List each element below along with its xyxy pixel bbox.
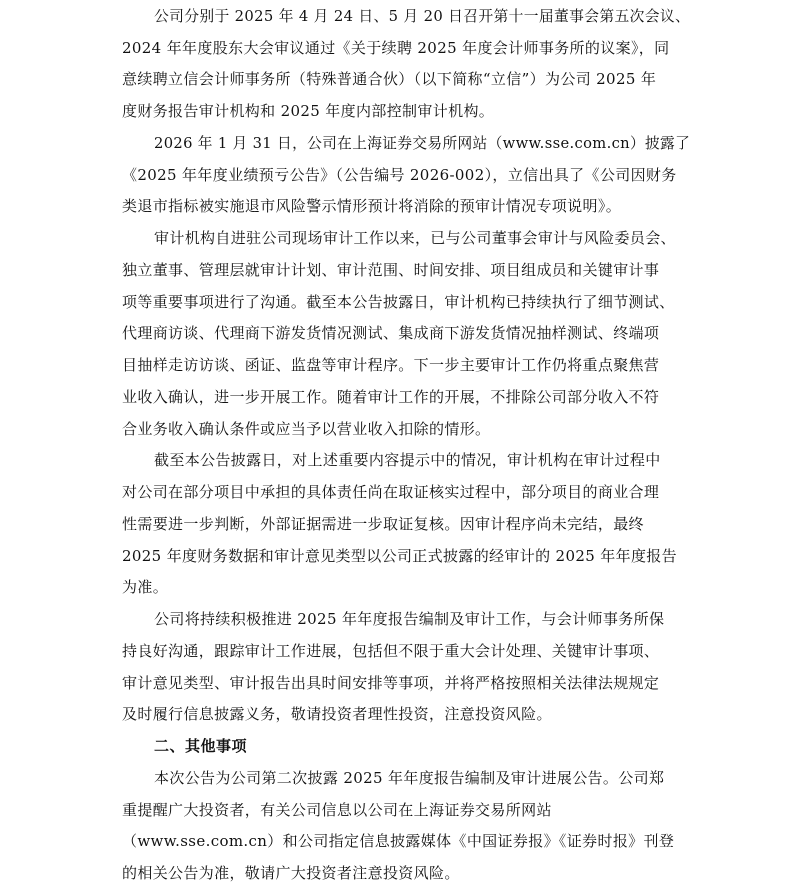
text-line: （www.sse.com.cn）和公司指定信息披露媒体《中国证券报》《证券时报》刊登 — [122, 832, 675, 851]
text-line: 本次公告为公司第二次披露 2025 年年度报告编制及审计进展公告。公司郑 — [154, 768, 665, 787]
text-line: 审计意见类型、审计报告出具时间安排等事项，并将严格按照相关法律法规规定 — [122, 673, 660, 692]
text-line: 2025 年度财务数据和审计意见类型以公司正式披露的经审计的 2025 年年度报告 — [122, 546, 678, 565]
text-line: 业收入确认，进一步开展工作。随着审计工作的开展，不排除公司部分收入不符 — [122, 387, 660, 406]
text-line: 审计机构自进驻公司现场审计工作以来，已与公司董事会审计与风险委员会、 — [154, 229, 676, 248]
section-heading: 二、其他事项 — [154, 737, 248, 756]
text-line: 类退市指标被实施退市风险警示情形预计将消除的预审计情况专项说明》。 — [122, 197, 622, 216]
text-line: 2026 年 1 月 31 日，公司在上海证券交易所网站（www.sse.com.cn）披露了 — [154, 133, 691, 152]
text-line: 公司将持续积极推进 2025 年年度报告编制及审计工作，与会计师事务所保 — [154, 610, 665, 629]
text-line: 度财务报告审计机构和 2025 年度内部控制审计机构。 — [122, 102, 495, 121]
text-line: 项等重要事项进行了沟通。截至本公告披露日，审计机构已持续执行了细节测试、 — [122, 292, 675, 311]
text-line: 对公司在部分项目中承担的具体责任尚在取证核实过程中，部分项目的商业合理 — [122, 483, 660, 502]
text-line: 意续聘立信会计师事务所（特殊普通合伙）（以下简称“立信”）为公司 2025 年 — [122, 70, 657, 89]
text-line: 持良好沟通，跟踪审计工作进展，包括但不限于重大会计处理、关键审计事项、 — [122, 641, 660, 660]
text-line: 合业务收入确认条件或应当予以营业收入扣除的情形。 — [122, 419, 491, 438]
text-line: 重提醒广大投资者，有关公司信息以公司在上海证券交易所网站 — [122, 800, 552, 819]
text-line: 性需要进一步判断，外部证据需进一步取证复核。因审计程序尚未完结，最终 — [122, 514, 644, 533]
text-line: 独立董事、管理层就审计计划、审计范围、时间安排、项目组成员和关键审计事 — [122, 260, 660, 279]
text-line: 《2025 年年度业绩预亏公告》（公告编号 2026-002），立信出具了《公司因财务 — [122, 165, 677, 184]
text-line: 截至本公告披露日，对上述重要内容提示中的情况，审计机构在审计过程中 — [154, 451, 661, 470]
text-line: 为准。 — [122, 578, 169, 597]
text-line: 的相关公告为准，敬请广大投资者注意投资风险。 — [122, 864, 460, 882]
text-line: 及时履行信息披露义务，敬请投资者理性投资，注意投资风险。 — [122, 705, 552, 724]
text-line: 目抽样走访访谈、函证、监盘等审计程序。下一步主要审计工作仍将重点聚焦营 — [122, 356, 660, 375]
text-line: 代理商访谈、代理商下游发货情况测试、集成商下游发货情况抽样测试、终端项 — [122, 324, 660, 343]
text-line: 公司分别于 2025 年 4 月 24 日、5 月 20 日召开第十一届董事会第五次会议、 — [154, 7, 691, 25]
text-line: 2024 年年度股东大会审议通过《关于续聘 2025 年度会计师事务所的议案》，同 — [122, 38, 670, 57]
